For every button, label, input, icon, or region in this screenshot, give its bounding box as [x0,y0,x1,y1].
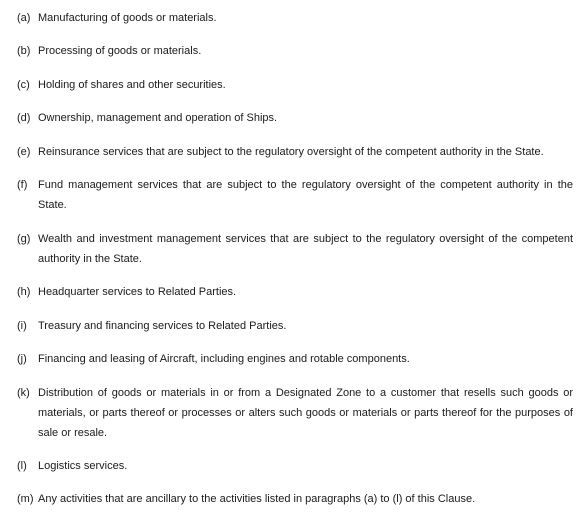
item-marker: (i) [17,320,27,332]
item-marker: (f) [17,179,28,191]
item-text: Manufacturing of goods or materials. [38,12,217,24]
item-text: Reinsurance services that are subject to the regulatory oversight of the competent authority in the State. [38,146,544,158]
item-marker: (j) [17,353,27,365]
list-item [17,75,573,95]
item-marker: (h) [17,286,31,298]
item-text: Headquarter services to Related Parties. [38,286,237,298]
list-item [17,489,573,509]
list-item [17,108,573,128]
list-item [17,316,573,336]
item-text: Processing of goods or materials. [38,45,202,57]
item-text: Wealth and investment management services that are subject to the regulatory oversight of the competent authority in the State. [38,233,573,265]
list-item [17,175,573,215]
item-text: Financing and leasing of Aircraft, including engines and rotable components. [38,353,410,365]
list-item [17,456,573,476]
list-item [17,142,573,162]
item-text: Holding of shares and other securities. [38,79,226,91]
item-marker: (l) [17,460,27,472]
list-item [17,282,573,302]
item-marker: (m) [17,493,34,505]
item-text: Distribution of goods or materials in or from a Designated Zone to a customer that resells such goods or materials, or parts thereof or processes or alters such goods or materials or parts thereof for the purposes of sale or resale. [38,387,573,439]
item-text: Fund management services that are subject to the regulatory oversight of the competent authority in the State. [38,179,573,211]
list-item [17,8,573,28]
list-item [17,41,573,61]
item-marker: (d) [17,112,31,124]
item-marker: (g) [17,233,31,245]
item-marker: (e) [17,146,31,158]
item-text: Treasury and financing services to Related Parties. [38,320,287,332]
item-marker: (c) [17,79,30,91]
list-item [17,229,573,269]
list-item [17,383,573,443]
list-item [17,349,573,369]
item-text: Logistics services. [38,460,128,472]
item-text: Any activities that are ancillary to the activities listed in paragraphs (a) to (l) of this Clause. [38,493,476,505]
item-marker: (b) [17,45,31,57]
item-text: Ownership, management and operation of Ships. [38,112,278,124]
item-marker: (k) [17,387,30,399]
item-marker: (a) [17,12,31,24]
